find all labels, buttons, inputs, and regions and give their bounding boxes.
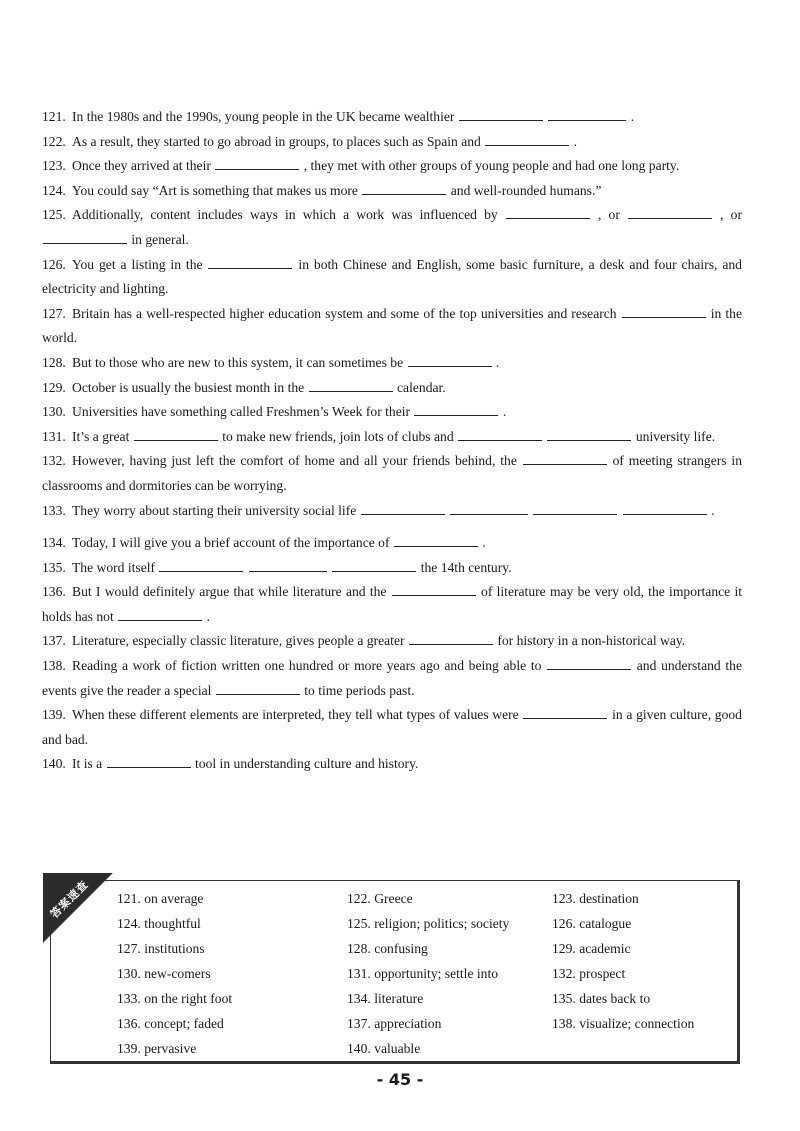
question-text-segment: in the world. [42,305,742,346]
question-text [72,560,512,575]
answer-blank[interactable] [392,584,476,596]
question-item [42,203,742,252]
question-item [42,556,742,581]
question-text [42,207,742,247]
answer-blank[interactable] [408,355,492,367]
answer-entry: 124. thoughtful [117,916,201,931]
question-text-segment: of meeting strangers in classrooms and dormitories can be worrying. [42,453,742,493]
question-item [42,449,742,498]
question-text-segment: As a result, they started to go abroad in groups, to places such as Spain and [72,133,481,149]
answer-blank[interactable] [361,503,445,515]
question-number: 139. [42,707,66,723]
question-text [72,535,486,550]
answer-entry: 136. concept; faded [117,1016,224,1031]
question-text-segment: It is a [72,756,103,772]
question-text [42,658,742,698]
question-text [42,584,742,624]
question-item [42,130,742,155]
answer-row [117,1036,732,1061]
answer-key-box [47,877,740,1064]
question-text-segment: Literature, especially classic literature, gives people a greater [72,633,405,649]
question-text-segment: and well-rounded humans.” [450,182,602,198]
answer-blank[interactable] [409,633,493,645]
question-text-segment: . [495,354,500,370]
question-text [72,134,577,149]
answer-entry: 126. catalogue [552,916,632,931]
question-text [72,633,685,648]
answer-entry: 129. academic [552,941,631,956]
answer-blank[interactable] [309,380,393,392]
question-item [42,351,742,376]
question-text [72,756,418,771]
question-text-segment: . [573,133,578,149]
answer-entry: 135. dates back to [552,991,651,1006]
page-number: - 45 - [376,1070,424,1089]
question-item [42,253,742,302]
question-number: 123. [42,158,66,174]
answer-entry: 137. appreciation [347,1016,442,1031]
question-number: 132. [42,453,66,469]
question-item [42,654,742,703]
question-text-segment: Additionally, content includes ways in which a work was influenced by [72,207,498,223]
question-text [72,158,679,173]
answer-blank[interactable] [118,609,202,621]
question-text-segment: Britain has a well-respected higher education system and some of the top universities and research [72,305,617,321]
question-number: 121. [42,109,66,124]
question-number: 137. [42,633,66,649]
question-text-segment: of literature may be very old, the importance it holds has not [42,584,743,624]
answer-entry: 122. Greece [347,891,413,906]
question-item [42,400,742,425]
question-number: 125. [42,207,66,223]
question-text-segment: calendar. [397,379,446,395]
question-number: 122. [42,133,66,149]
question-item [42,499,742,524]
question-text-segment: . [630,109,635,124]
question-number: 129. [42,379,66,395]
question-number: 130. [42,404,66,420]
question-text-segment: in general. [131,231,189,247]
answer-blank[interactable] [548,109,626,121]
answer-blank[interactable] [547,429,631,441]
question-text-segment: . [206,608,210,624]
question-number: 124. [42,182,66,198]
answer-entry: 139. pervasive [117,1041,197,1056]
question-item [42,703,742,752]
question-list [42,105,742,777]
answer-blank[interactable] [459,109,543,121]
question-item [42,629,742,654]
question-text-segment: Today, I will give you a brief account of the importance of [72,535,390,551]
question-text-segment: Once they arrived at their [72,158,211,174]
answer-entry [552,1036,732,1061]
question-item [42,531,742,556]
answer-blank[interactable] [547,658,631,670]
answer-blank[interactable] [628,207,712,219]
question-text-segment: But to those who are new to this system, it can sometimes be [72,354,404,370]
answer-blank[interactable] [485,134,569,146]
answer-blank[interactable] [134,429,218,441]
question-text-segment: , or [597,207,620,223]
answer-blank[interactable] [458,429,542,441]
question-number: 140. [42,756,66,772]
question-item [42,105,742,130]
question-text-segment: , or [720,207,742,223]
question-text [72,355,499,370]
question-text-segment: Universities have something called Freshmen’s Week for their [72,404,411,420]
answer-blank[interactable] [215,158,299,170]
question-text-segment: They worry about starting their university social life [72,502,357,518]
question-text-segment: You get a listing in the [72,256,203,272]
answer-blank[interactable] [43,232,127,244]
question-text-segment: But I would definitely argue that while literature and the [72,584,387,600]
question-number: 136. [42,584,66,600]
question-text-segment: . [482,535,486,551]
answer-entry: 138. visualize; connection [552,1016,695,1031]
answer-blank[interactable] [450,503,528,515]
answer-key-corner-tab [43,873,115,945]
question-item [42,179,742,204]
question-text [72,183,601,198]
answer-blank[interactable] [208,257,292,269]
answer-entry: 134. literature [347,991,424,1006]
answer-blank[interactable] [216,683,300,695]
answer-blank[interactable] [159,560,243,572]
question-text-segment: . [711,502,715,518]
answer-entry: 128. confusing [347,941,428,956]
question-text-segment: In the 1980s and the 1990s, young people in the UK became wealthier [72,109,455,124]
answer-blank[interactable] [332,560,416,572]
answer-entry: 127. institutions [117,941,205,956]
question-number: 135. [42,559,66,575]
answer-entry: 131. opportunity; settle into [347,966,499,981]
answer-row [117,961,732,986]
question-text [72,503,715,518]
answer-blank[interactable] [107,756,191,768]
question-text [72,429,715,444]
answer-entry: 133. on the right foot [117,991,233,1006]
question-item [42,580,742,629]
answer-grid [117,886,732,1061]
answer-entry: 132. prospect [552,966,626,981]
question-text-segment: to make new friends, join lots of clubs and [222,428,454,444]
question-text-segment: tool in understanding culture and history. [195,756,419,772]
question-text [42,707,742,747]
answer-entry: 130. new-comers [117,966,211,981]
answer-blank[interactable] [414,404,498,416]
question-item [42,752,742,777]
question-item [42,154,742,179]
question-text-segment: in both Chinese and English, some basic furniture, a desk and four chairs, and electricity and lighting. [42,256,742,297]
answer-row [117,886,732,911]
question-number: 134. [42,535,66,551]
question-number: 131. [42,428,66,444]
answer-key-corner-label: 答案速查 [47,877,91,921]
answer-entry: 140. valuable [347,1041,421,1056]
answer-entry: 125. religion; politics; society [347,916,510,931]
question-text-segment: However, having just left the comfort of home and all your friends behind, the [72,453,517,469]
question-item [42,302,742,351]
question-text-segment: the 14th century. [420,559,512,575]
question-number: 128. [42,354,66,370]
answer-entry: 123. destination [552,891,639,906]
question-text-segment: to time periods past. [304,682,415,698]
answer-blank[interactable] [394,535,478,547]
answer-blank[interactable] [623,503,707,515]
question-number: 127. [42,305,66,321]
question-number: 138. [42,658,66,674]
answer-blank[interactable] [249,560,327,572]
question-text-segment: It’s a great [72,428,130,444]
answer-blank[interactable] [506,207,590,219]
question-text-segment: The word itself [72,559,156,575]
answer-row [117,986,732,1011]
answer-entry: 121. on average [117,891,204,906]
answer-blank[interactable] [622,306,706,318]
question-text-segment: Reading a work of fiction written one hundred or more years ago and being able to [72,658,542,674]
answer-blank[interactable] [523,707,607,719]
question-text-segment: . [502,404,507,420]
question-text-segment: in a given culture, good and bad. [42,707,742,747]
answer-blank[interactable] [523,453,607,465]
question-text-segment: You could say “Art is something that makes us more [72,182,358,198]
question-text-segment: and understand the events give the reader a special [42,658,742,698]
question-item [42,376,742,401]
answer-row [117,911,732,936]
question-text [42,257,742,297]
question-text [72,380,446,395]
question-number: 126. [42,256,66,272]
question-item [42,425,742,450]
question-number: 133. [42,502,66,518]
answer-blank[interactable] [533,503,617,515]
answer-blank[interactable] [362,183,446,195]
question-text-segment: When these different elements are interpreted, they tell what types of values were [72,707,519,723]
question-text [42,306,742,346]
answer-row [117,936,732,961]
question-text [72,109,634,124]
question-text-segment: for history in a non-historical way. [497,633,686,649]
question-text [42,453,742,493]
question-text [72,404,506,419]
question-text-segment: university life. [635,428,716,444]
question-text-segment: , they met with other groups of young people and had one long party. [303,158,680,174]
answer-row [117,1011,732,1036]
question-text-segment: October is usually the busiest month in the [72,379,305,395]
